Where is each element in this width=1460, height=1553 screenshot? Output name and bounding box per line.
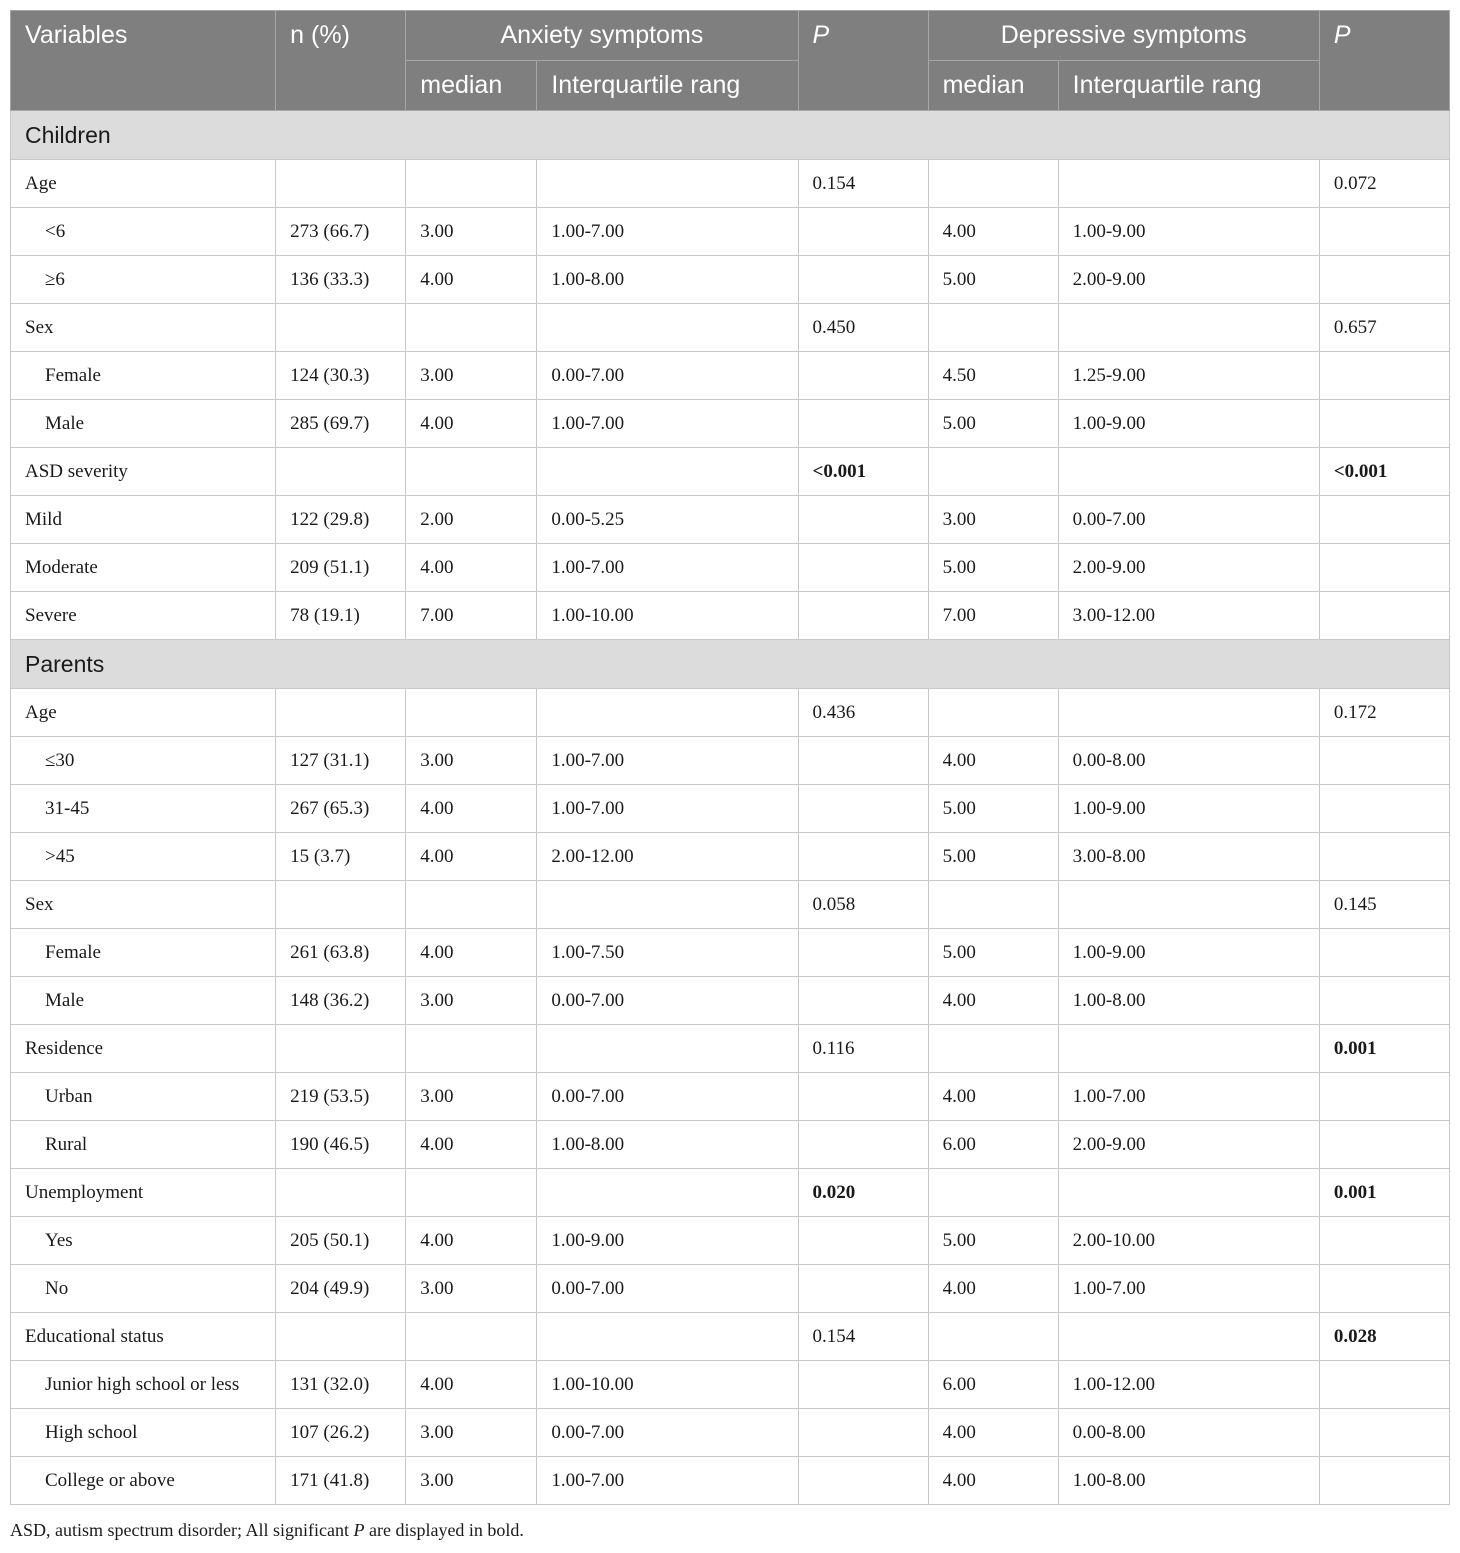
depressive-p-cell — [1319, 1409, 1449, 1457]
anxiety-iqr-cell — [537, 160, 798, 208]
depressive-median-cell: 5.00 — [928, 544, 1058, 592]
variable-cell: Severe — [11, 592, 276, 640]
anxiety-median-cell: 3.00 — [406, 1457, 537, 1505]
depressive-median-cell: 4.00 — [928, 737, 1058, 785]
anxiety-median-cell: 3.00 — [406, 977, 537, 1025]
anxiety-median-cell: 4.00 — [406, 1121, 537, 1169]
anxiety-median-cell — [406, 689, 537, 737]
anxiety-p-cell — [798, 1121, 928, 1169]
variable-cell: Sex — [11, 304, 276, 352]
table-row — [11, 881, 1450, 929]
n-pct-cell: 273 (66.7) — [276, 208, 406, 256]
depressive-iqr-cell — [1058, 881, 1319, 929]
anxiety-iqr-cell: 1.00-8.00 — [537, 256, 798, 304]
depressive-p-cell — [1319, 737, 1449, 785]
table-row — [11, 1361, 1450, 1409]
variable-cell: Male — [11, 400, 276, 448]
anxiety-median-cell — [406, 1169, 537, 1217]
depressive-iqr-cell: 2.00-9.00 — [1058, 544, 1319, 592]
depressive-iqr-cell: 0.00-7.00 — [1058, 496, 1319, 544]
variable-cell: Unemployment — [11, 1169, 276, 1217]
anxiety-iqr-cell: 0.00-7.00 — [537, 1265, 798, 1313]
n-pct-cell — [276, 1169, 406, 1217]
anxiety-median-cell: 3.00 — [406, 208, 537, 256]
anxiety-iqr-cell — [537, 689, 798, 737]
depressive-iqr-cell: 1.00-9.00 — [1058, 208, 1319, 256]
section-title: Children — [11, 111, 1450, 160]
header-depressive-iqr: Interquartile rang — [1058, 61, 1319, 111]
table-row — [11, 1217, 1450, 1265]
variable-cell: Age — [11, 689, 276, 737]
anxiety-iqr-cell: 1.00-7.00 — [537, 544, 798, 592]
table-row — [11, 1313, 1450, 1361]
anxiety-p-cell — [798, 833, 928, 881]
anxiety-median-cell: 2.00 — [406, 496, 537, 544]
depressive-p-cell — [1319, 1361, 1449, 1409]
depressive-p-cell: 0.657 — [1319, 304, 1449, 352]
table-row — [11, 448, 1450, 496]
variable-cell: College or above — [11, 1457, 276, 1505]
anxiety-median-cell: 7.00 — [406, 592, 537, 640]
depressive-median-cell: 4.00 — [928, 208, 1058, 256]
anxiety-iqr-cell: 1.00-7.00 — [537, 208, 798, 256]
anxiety-median-cell: 3.00 — [406, 737, 537, 785]
anxiety-p-cell — [798, 1265, 928, 1313]
anxiety-p-cell — [798, 929, 928, 977]
table-header — [11, 11, 1450, 111]
variable-cell: Yes — [11, 1217, 276, 1265]
variable-cell: ≥6 — [11, 256, 276, 304]
depressive-iqr-cell: 1.00-7.00 — [1058, 1073, 1319, 1121]
depressive-iqr-cell: 1.00-12.00 — [1058, 1361, 1319, 1409]
n-pct-cell: 148 (36.2) — [276, 977, 406, 1025]
depressive-median-cell: 6.00 — [928, 1361, 1058, 1409]
depressive-p-cell — [1319, 1457, 1449, 1505]
section-row-parents — [11, 640, 1450, 689]
depressive-p-cell — [1319, 785, 1449, 833]
n-pct-cell — [276, 448, 406, 496]
variable-cell: Mild — [11, 496, 276, 544]
variable-cell: Female — [11, 929, 276, 977]
anxiety-iqr-cell: 1.00-7.00 — [537, 1457, 798, 1505]
anxiety-p-cell — [798, 737, 928, 785]
table-row — [11, 160, 1450, 208]
anxiety-iqr-cell: 1.00-7.50 — [537, 929, 798, 977]
anxiety-iqr-cell — [537, 304, 798, 352]
depressive-p-cell: 0.072 — [1319, 160, 1449, 208]
depressive-p-cell: 0.001 — [1319, 1025, 1449, 1073]
table-row — [11, 929, 1450, 977]
depressive-p-cell — [1319, 1265, 1449, 1313]
table-row — [11, 1121, 1450, 1169]
depressive-p-cell: 0.028 — [1319, 1313, 1449, 1361]
depressive-median-cell: 4.00 — [928, 977, 1058, 1025]
anxiety-iqr-cell: 0.00-7.00 — [537, 1073, 798, 1121]
table-row — [11, 689, 1450, 737]
anxiety-p-cell — [798, 496, 928, 544]
footnote-p-symbol: P — [353, 1520, 365, 1540]
anxiety-p-cell — [798, 1073, 928, 1121]
variable-cell: <6 — [11, 208, 276, 256]
table-body — [11, 111, 1450, 1505]
anxiety-median-cell: 4.00 — [406, 833, 537, 881]
anxiety-iqr-cell — [537, 881, 798, 929]
n-pct-cell: 209 (51.1) — [276, 544, 406, 592]
anxiety-p-cell — [798, 592, 928, 640]
variable-cell: Residence — [11, 1025, 276, 1073]
table-row — [11, 304, 1450, 352]
n-pct-cell — [276, 1025, 406, 1073]
depressive-p-cell: <0.001 — [1319, 448, 1449, 496]
table-row — [11, 1073, 1450, 1121]
results-table-container — [10, 10, 1450, 1505]
n-pct-cell: 204 (49.9) — [276, 1265, 406, 1313]
depressive-p-cell: 0.172 — [1319, 689, 1449, 737]
anxiety-iqr-cell: 1.00-9.00 — [537, 1217, 798, 1265]
depressive-iqr-cell: 1.25-9.00 — [1058, 352, 1319, 400]
depressive-iqr-cell: 3.00-8.00 — [1058, 833, 1319, 881]
table-row — [11, 592, 1450, 640]
depressive-iqr-cell: 2.00-9.00 — [1058, 256, 1319, 304]
section-row-children — [11, 111, 1450, 160]
anxiety-median-cell: 4.00 — [406, 1217, 537, 1265]
n-pct-cell: 261 (63.8) — [276, 929, 406, 977]
depressive-median-cell: 5.00 — [928, 1217, 1058, 1265]
variable-cell: Male — [11, 977, 276, 1025]
anxiety-iqr-cell — [537, 1025, 798, 1073]
depressive-p-cell — [1319, 592, 1449, 640]
header-depressive: Depressive symptoms — [928, 11, 1319, 61]
depressive-p-cell — [1319, 256, 1449, 304]
variable-cell: Age — [11, 160, 276, 208]
depressive-iqr-cell: 0.00-8.00 — [1058, 1409, 1319, 1457]
footnote-text-after: are displayed in bold. — [364, 1520, 524, 1540]
n-pct-cell: 267 (65.3) — [276, 785, 406, 833]
depressive-iqr-cell: 1.00-7.00 — [1058, 1265, 1319, 1313]
n-pct-cell — [276, 304, 406, 352]
anxiety-median-cell: 4.00 — [406, 785, 537, 833]
n-pct-cell: 171 (41.8) — [276, 1457, 406, 1505]
n-pct-cell: 124 (30.3) — [276, 352, 406, 400]
depressive-iqr-cell — [1058, 689, 1319, 737]
header-depressive-p: P — [1319, 11, 1449, 111]
depressive-p-cell — [1319, 1217, 1449, 1265]
n-pct-cell: 127 (31.1) — [276, 737, 406, 785]
anxiety-p-cell — [798, 1409, 928, 1457]
depressive-median-cell: 4.00 — [928, 1409, 1058, 1457]
table-row — [11, 544, 1450, 592]
n-pct-cell: 15 (3.7) — [276, 833, 406, 881]
depressive-iqr-cell — [1058, 448, 1319, 496]
table-row — [11, 496, 1450, 544]
depressive-median-cell: 6.00 — [928, 1121, 1058, 1169]
table-row — [11, 785, 1450, 833]
table-row — [11, 352, 1450, 400]
anxiety-median-cell: 3.00 — [406, 352, 537, 400]
results-table — [10, 10, 1450, 1505]
variable-cell: No — [11, 1265, 276, 1313]
n-pct-cell: 219 (53.5) — [276, 1073, 406, 1121]
variable-cell: Sex — [11, 881, 276, 929]
anxiety-p-cell: 0.154 — [798, 160, 928, 208]
anxiety-p-cell — [798, 1217, 928, 1265]
n-pct-cell: 107 (26.2) — [276, 1409, 406, 1457]
table-row — [11, 737, 1450, 785]
depressive-p-cell — [1319, 400, 1449, 448]
variable-cell: Junior high school or less — [11, 1361, 276, 1409]
depressive-median-cell — [928, 304, 1058, 352]
anxiety-median-cell — [406, 881, 537, 929]
header-anxiety-median: median — [406, 61, 537, 111]
depressive-p-cell — [1319, 352, 1449, 400]
n-pct-cell — [276, 160, 406, 208]
depressive-p-cell — [1319, 833, 1449, 881]
n-pct-cell: 136 (33.3) — [276, 256, 406, 304]
header-anxiety: Anxiety symptoms — [406, 11, 798, 61]
table-row — [11, 1457, 1450, 1505]
depressive-median-cell — [928, 160, 1058, 208]
variable-cell: Female — [11, 352, 276, 400]
depressive-median-cell: 4.00 — [928, 1265, 1058, 1313]
anxiety-p-cell: 0.450 — [798, 304, 928, 352]
depressive-iqr-cell: 2.00-10.00 — [1058, 1217, 1319, 1265]
header-depressive-median: median — [928, 61, 1058, 111]
variable-cell: 31-45 — [11, 785, 276, 833]
anxiety-iqr-cell — [537, 1169, 798, 1217]
anxiety-p-cell: 0.436 — [798, 689, 928, 737]
anxiety-iqr-cell: 2.00-12.00 — [537, 833, 798, 881]
anxiety-median-cell — [406, 1313, 537, 1361]
depressive-median-cell: 5.00 — [928, 400, 1058, 448]
depressive-p-cell — [1319, 1073, 1449, 1121]
depressive-iqr-cell — [1058, 1169, 1319, 1217]
depressive-iqr-cell: 0.00-8.00 — [1058, 737, 1319, 785]
anxiety-p-cell: 0.058 — [798, 881, 928, 929]
depressive-median-cell: 5.00 — [928, 785, 1058, 833]
header-n-pct: n (%) — [276, 11, 406, 111]
anxiety-iqr-cell: 0.00-7.00 — [537, 352, 798, 400]
table-row — [11, 208, 1450, 256]
depressive-median-cell — [928, 689, 1058, 737]
depressive-median-cell: 7.00 — [928, 592, 1058, 640]
anxiety-p-cell — [798, 1457, 928, 1505]
n-pct-cell: 78 (19.1) — [276, 592, 406, 640]
n-pct-cell — [276, 689, 406, 737]
header-row-top — [11, 11, 1450, 61]
variable-cell: ASD severity — [11, 448, 276, 496]
depressive-p-cell — [1319, 1121, 1449, 1169]
footnote-text-before: ASD, autism spectrum disorder; All significant — [10, 1520, 354, 1540]
anxiety-p-cell — [798, 400, 928, 448]
anxiety-p-cell: 0.154 — [798, 1313, 928, 1361]
depressive-p-cell: 0.145 — [1319, 881, 1449, 929]
n-pct-cell — [276, 881, 406, 929]
depressive-iqr-cell: 2.00-9.00 — [1058, 1121, 1319, 1169]
depressive-iqr-cell: 3.00-12.00 — [1058, 592, 1319, 640]
depressive-iqr-cell: 1.00-9.00 — [1058, 400, 1319, 448]
variable-cell: ≤30 — [11, 737, 276, 785]
table-row — [11, 833, 1450, 881]
variable-cell: Rural — [11, 1121, 276, 1169]
depressive-median-cell: 5.00 — [928, 929, 1058, 977]
table-row — [11, 977, 1450, 1025]
anxiety-median-cell: 4.00 — [406, 256, 537, 304]
header-variables: Variables — [11, 11, 276, 111]
header-anxiety-p: P — [798, 11, 928, 111]
n-pct-cell: 190 (46.5) — [276, 1121, 406, 1169]
n-pct-cell: 285 (69.7) — [276, 400, 406, 448]
anxiety-p-cell: 0.116 — [798, 1025, 928, 1073]
n-pct-cell: 131 (32.0) — [276, 1361, 406, 1409]
section-title: Parents — [11, 640, 1450, 689]
table-row — [11, 1265, 1450, 1313]
anxiety-iqr-cell: 1.00-7.00 — [537, 737, 798, 785]
anxiety-iqr-cell: 0.00-7.00 — [537, 1409, 798, 1457]
anxiety-median-cell: 4.00 — [406, 1361, 537, 1409]
depressive-median-cell: 4.00 — [928, 1457, 1058, 1505]
depressive-iqr-cell: 1.00-8.00 — [1058, 1457, 1319, 1505]
variable-cell: >45 — [11, 833, 276, 881]
anxiety-iqr-cell: 1.00-7.00 — [537, 400, 798, 448]
depressive-iqr-cell: 1.00-9.00 — [1058, 929, 1319, 977]
anxiety-median-cell: 4.00 — [406, 544, 537, 592]
table-row — [11, 400, 1450, 448]
anxiety-median-cell: 4.00 — [406, 929, 537, 977]
table-row — [11, 256, 1450, 304]
anxiety-iqr-cell: 0.00-5.25 — [537, 496, 798, 544]
anxiety-p-cell — [798, 977, 928, 1025]
depressive-median-cell: 5.00 — [928, 256, 1058, 304]
anxiety-iqr-cell: 0.00-7.00 — [537, 977, 798, 1025]
depressive-iqr-cell — [1058, 1025, 1319, 1073]
anxiety-median-cell: 3.00 — [406, 1265, 537, 1313]
depressive-median-cell: 4.50 — [928, 352, 1058, 400]
header-anxiety-iqr: Interquartile rang — [537, 61, 798, 111]
depressive-iqr-cell — [1058, 304, 1319, 352]
anxiety-iqr-cell: 1.00-10.00 — [537, 1361, 798, 1409]
variable-cell: Urban — [11, 1073, 276, 1121]
variable-cell: Moderate — [11, 544, 276, 592]
n-pct-cell: 122 (29.8) — [276, 496, 406, 544]
depressive-median-cell: 4.00 — [928, 1073, 1058, 1121]
depressive-iqr-cell — [1058, 1313, 1319, 1361]
n-pct-cell — [276, 1313, 406, 1361]
anxiety-iqr-cell — [537, 448, 798, 496]
depressive-p-cell — [1319, 544, 1449, 592]
depressive-median-cell: 5.00 — [928, 833, 1058, 881]
depressive-p-cell — [1319, 496, 1449, 544]
anxiety-iqr-cell: 1.00-10.00 — [537, 592, 798, 640]
anxiety-median-cell — [406, 160, 537, 208]
table-row — [11, 1025, 1450, 1073]
anxiety-median-cell: 4.00 — [406, 400, 537, 448]
depressive-median-cell — [928, 448, 1058, 496]
anxiety-p-cell — [798, 1361, 928, 1409]
anxiety-median-cell: 3.00 — [406, 1073, 537, 1121]
depressive-p-cell: 0.001 — [1319, 1169, 1449, 1217]
variable-cell: High school — [11, 1409, 276, 1457]
anxiety-median-cell — [406, 304, 537, 352]
depressive-median-cell — [928, 1313, 1058, 1361]
variable-cell: Educational status — [11, 1313, 276, 1361]
anxiety-p-cell — [798, 785, 928, 833]
depressive-median-cell: 3.00 — [928, 496, 1058, 544]
depressive-p-cell — [1319, 977, 1449, 1025]
depressive-iqr-cell: 1.00-9.00 — [1058, 785, 1319, 833]
anxiety-p-cell: <0.001 — [798, 448, 928, 496]
depressive-p-cell — [1319, 929, 1449, 977]
anxiety-p-cell: 0.020 — [798, 1169, 928, 1217]
anxiety-iqr-cell: 1.00-7.00 — [537, 785, 798, 833]
table-footnote — [10, 1520, 524, 1541]
depressive-iqr-cell: 1.00-8.00 — [1058, 977, 1319, 1025]
anxiety-median-cell — [406, 1025, 537, 1073]
depressive-p-cell — [1319, 208, 1449, 256]
table-row — [11, 1169, 1450, 1217]
anxiety-iqr-cell: 1.00-8.00 — [537, 1121, 798, 1169]
anxiety-p-cell — [798, 352, 928, 400]
depressive-median-cell — [928, 881, 1058, 929]
anxiety-median-cell — [406, 448, 537, 496]
anxiety-p-cell — [798, 208, 928, 256]
depressive-median-cell — [928, 1169, 1058, 1217]
depressive-median-cell — [928, 1025, 1058, 1073]
anxiety-p-cell — [798, 256, 928, 304]
n-pct-cell: 205 (50.1) — [276, 1217, 406, 1265]
depressive-iqr-cell — [1058, 160, 1319, 208]
table-row — [11, 1409, 1450, 1457]
anxiety-p-cell — [798, 544, 928, 592]
anxiety-median-cell: 3.00 — [406, 1409, 537, 1457]
anxiety-iqr-cell — [537, 1313, 798, 1361]
